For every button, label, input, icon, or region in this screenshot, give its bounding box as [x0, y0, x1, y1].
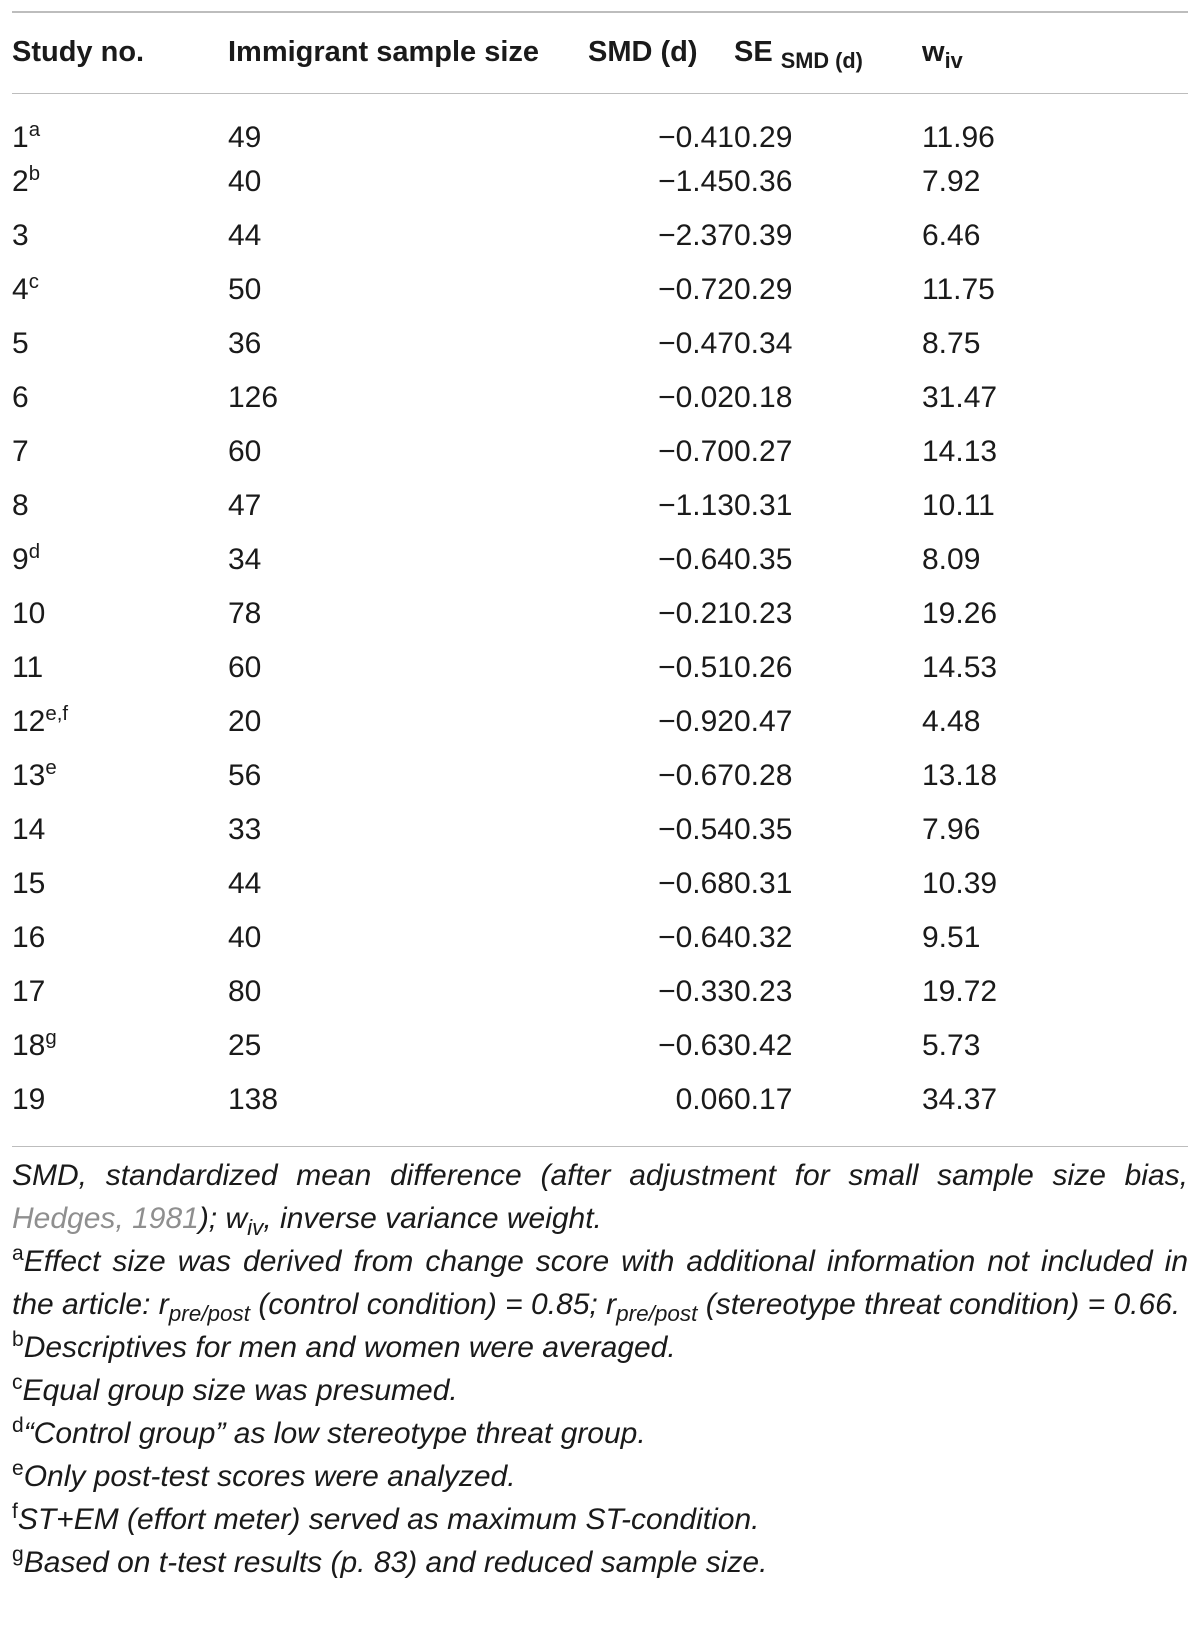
table-row	[12, 317, 1188, 371]
cell-wiv: 31.47	[922, 381, 998, 414]
footnote-mark: e,f	[45, 703, 69, 725]
table-row	[12, 479, 1188, 533]
cell-wiv: 13.18	[922, 759, 998, 792]
cell-wiv: 8.09	[922, 543, 981, 576]
header-wiv-main: w	[922, 36, 945, 68]
study-number: 19	[12, 1083, 46, 1116]
cell-se: 0.42	[734, 1029, 793, 1062]
cell-se: 0.31	[734, 489, 793, 522]
cell-sample-size: 138	[228, 1083, 279, 1116]
footnote-mark: e	[45, 757, 57, 779]
cell-se: 0.35	[734, 543, 793, 576]
footnote-mark: g	[45, 1027, 57, 1049]
header-wiv-sub: iv	[944, 47, 963, 73]
cell-study	[12, 93, 228, 155]
cell-smd: −0.47	[658, 327, 734, 360]
cell-sample-size: 33	[228, 813, 262, 846]
cell-sample-size: 20	[228, 705, 262, 738]
cell-wiv: 7.92	[922, 165, 981, 198]
cell-smd: −0.33	[658, 975, 734, 1008]
cell-wiv: 19.26	[922, 597, 998, 630]
cell-smd: −2.37	[658, 219, 734, 252]
cell-se: 0.31	[734, 867, 793, 900]
cell-sample-size: 78	[228, 597, 262, 630]
cell-study	[12, 911, 228, 965]
study-number: 6	[12, 381, 29, 414]
cell-smd: −0.63	[658, 1029, 734, 1062]
cell-wiv: 11.96	[922, 121, 995, 154]
header-se-main: SE	[734, 36, 773, 68]
footnote-text: Effect size was derived from change score with additional information not included in the article: r	[12, 1245, 1188, 1321]
table-row	[12, 371, 1188, 425]
cell-smd: −0.02	[658, 381, 734, 414]
cell-smd: −0.64	[658, 921, 734, 954]
cell-smd: −0.54	[658, 813, 734, 846]
cell-se: 0.29	[734, 121, 793, 154]
study-number: 12	[12, 705, 46, 738]
footnote-mark: f	[12, 1500, 18, 1523]
table-body	[12, 93, 1188, 1127]
cell-study	[12, 803, 228, 857]
cell-smd: −0.41	[658, 121, 734, 154]
cell-se: 0.28	[734, 759, 793, 792]
header-wiv	[922, 12, 1188, 93]
cell-sample-size: 80	[228, 975, 262, 1008]
footnote-mark: b	[12, 1328, 24, 1351]
cell-sample-size: 36	[228, 327, 262, 360]
table-row	[12, 695, 1188, 749]
study-number: 2	[12, 165, 29, 198]
cell-smd: −0.72	[658, 273, 734, 306]
cell-smd: −0.64	[658, 543, 734, 576]
footnote-sub: pre/post	[616, 1301, 698, 1326]
footnote-mark: e	[12, 1457, 24, 1480]
header-se	[734, 12, 922, 93]
study-number: 18	[12, 1029, 46, 1062]
abbrev-text: SMD, standardized mean difference (after adjustment for small sample size bias,	[12, 1159, 1188, 1192]
table-row	[12, 209, 1188, 263]
cell-sample-size: 40	[228, 921, 262, 954]
cell-study	[12, 155, 228, 209]
abbreviation-note	[12, 1154, 1188, 1240]
cell-smd: −0.68	[658, 867, 734, 900]
footnote-mark: g	[12, 1543, 24, 1566]
cell-sample-size: 49	[228, 121, 262, 154]
cell-wiv: 11.75	[922, 273, 995, 306]
table-row	[12, 803, 1188, 857]
footnote-b	[12, 1326, 1188, 1369]
cell-study	[12, 587, 228, 641]
cell-se: 0.23	[734, 597, 793, 630]
study-number: 7	[12, 435, 29, 468]
footnote-text: (control condition) = 0.85; r	[250, 1288, 617, 1321]
cell-wiv: 5.73	[922, 1029, 981, 1062]
cell-sample-size: 126	[228, 381, 279, 414]
cell-smd: −0.67	[658, 759, 734, 792]
header-smd: SMD (d)	[588, 36, 698, 68]
cell-sample-size: 60	[228, 435, 262, 468]
cell-wiv: 10.39	[922, 867, 998, 900]
cell-wiv: 34.37	[922, 1083, 998, 1116]
footnote-c	[12, 1369, 1188, 1412]
footnote-text: Based on t-test results (p. 83) and reduced sample size.	[23, 1546, 768, 1579]
cell-study	[12, 263, 228, 317]
footnote-a	[12, 1240, 1188, 1326]
table-row	[12, 425, 1188, 479]
table-notes	[12, 1154, 1188, 1584]
cell-smd: −1.13	[658, 489, 734, 522]
footnote-mark: a	[28, 119, 41, 141]
hedges-citation-link[interactable]: Hedges, 1981	[12, 1202, 199, 1235]
cell-sample-size: 47	[228, 489, 262, 522]
cell-se: 0.39	[734, 219, 793, 252]
cell-study	[12, 533, 228, 587]
abbrev-text-mid: ); w	[198, 1202, 248, 1235]
bottom-rule	[12, 1146, 1188, 1147]
cell-study	[12, 425, 228, 479]
cell-se: 0.23	[734, 975, 793, 1008]
footnote-text: Equal group size was presumed.	[22, 1374, 458, 1407]
cell-sample-size: 34	[228, 543, 262, 576]
cell-study	[12, 209, 228, 263]
cell-se: 0.35	[734, 813, 793, 846]
study-number: 11	[12, 651, 44, 684]
footnote-text: Descriptives for men and women were averaged.	[23, 1331, 676, 1364]
study-number: 16	[12, 921, 46, 954]
table-row	[12, 155, 1188, 209]
cell-sample-size: 25	[228, 1029, 262, 1062]
abbrev-sub: iv	[247, 1215, 264, 1240]
cell-sample-size: 56	[228, 759, 262, 792]
cell-study	[12, 641, 228, 695]
study-number: 3	[12, 219, 29, 252]
table-row	[12, 857, 1188, 911]
cell-wiv: 6.46	[922, 219, 981, 252]
table-row	[12, 1073, 1188, 1127]
footnote-f	[12, 1498, 1188, 1541]
footnote-mark: d	[28, 541, 41, 563]
cell-smd: −0.92	[658, 705, 734, 738]
cell-wiv: 4.48	[922, 705, 981, 738]
table-row	[12, 93, 1188, 155]
table-row	[12, 533, 1188, 587]
cell-sample-size: 50	[228, 273, 262, 306]
header-study: Study no.	[12, 36, 145, 68]
study-number: 10	[12, 597, 46, 630]
footnote-mark: c	[12, 1371, 23, 1394]
study-number: 17	[12, 975, 46, 1008]
cell-study	[12, 695, 228, 749]
cell-se: 0.32	[734, 921, 793, 954]
cell-study	[12, 1019, 228, 1073]
cell-study	[12, 857, 228, 911]
study-number: 8	[12, 489, 29, 522]
cell-se: 0.36	[734, 165, 793, 198]
cell-se: 0.18	[734, 381, 793, 414]
study-number: 4	[12, 273, 29, 306]
cell-se: 0.27	[734, 435, 793, 468]
footnote-sub: pre/post	[168, 1301, 251, 1326]
data-table	[12, 12, 1188, 1127]
footnote-list	[12, 1326, 1188, 1584]
footnote-mark: c	[28, 271, 39, 293]
footnote-mark: d	[12, 1414, 24, 1437]
abbrev-text-end: , inverse variance weight.	[263, 1202, 602, 1235]
cell-study	[12, 479, 228, 533]
cell-sample-size: 44	[228, 219, 262, 252]
cell-smd: −0.70	[658, 435, 734, 468]
cell-se: 0.34	[734, 327, 793, 360]
footnote-text: Only post-test scores were analyzed.	[23, 1460, 516, 1493]
cell-wiv: 7.96	[922, 813, 981, 846]
study-number: 14	[12, 813, 46, 846]
footnote-text: “Control group” as low stereotype threat group.	[23, 1417, 646, 1450]
cell-wiv: 8.75	[922, 327, 981, 360]
cell-study	[12, 749, 228, 803]
table-row	[12, 1019, 1188, 1073]
cell-sample-size: 40	[228, 165, 262, 198]
footnote-g	[12, 1541, 1188, 1584]
footnote-text: ST+EM (effort meter) served as maximum ST-condition.	[17, 1503, 760, 1536]
header-se-sub: SMD (d)	[780, 47, 863, 73]
study-number: 5	[12, 327, 29, 360]
cell-sample-size: 60	[228, 651, 262, 684]
cell-wiv: 14.53	[922, 651, 998, 684]
footnote-d	[12, 1412, 1188, 1455]
footnote-mark: a	[12, 1242, 24, 1265]
table-row	[12, 587, 1188, 641]
header-row	[12, 12, 1188, 93]
cell-study	[12, 1073, 228, 1127]
cell-study	[12, 371, 228, 425]
cell-wiv: 14.13	[922, 435, 998, 468]
cell-se: 0.47	[734, 705, 793, 738]
cell-study	[12, 317, 228, 371]
cell-wiv: 9.51	[922, 921, 981, 954]
header-sample-size: Immigrant sample size	[228, 36, 540, 68]
study-number: 13	[12, 759, 46, 792]
cell-se: 0.17	[734, 1083, 793, 1116]
cell-sample-size: 44	[228, 867, 262, 900]
cell-smd: −0.51	[658, 651, 734, 684]
cell-smd: 0.06	[675, 1083, 734, 1116]
study-number: 1	[12, 121, 29, 154]
footnote-text: (stereotype threat condition) = 0.66.	[697, 1288, 1181, 1321]
cell-study	[12, 965, 228, 1019]
study-number: 15	[12, 867, 46, 900]
cell-wiv: 10.11	[922, 489, 995, 522]
cell-smd: −0.21	[658, 597, 734, 630]
cell-se: 0.26	[734, 651, 793, 684]
cell-se: 0.29	[734, 273, 793, 306]
footnote-e	[12, 1455, 1188, 1498]
table-row	[12, 965, 1188, 1019]
footnote-mark: b	[28, 163, 41, 185]
table-row	[12, 641, 1188, 695]
table-row	[12, 263, 1188, 317]
study-number: 9	[12, 543, 29, 576]
cell-smd: −1.45	[658, 165, 734, 198]
table-row	[12, 911, 1188, 965]
cell-wiv: 19.72	[922, 975, 998, 1008]
table-row	[12, 749, 1188, 803]
